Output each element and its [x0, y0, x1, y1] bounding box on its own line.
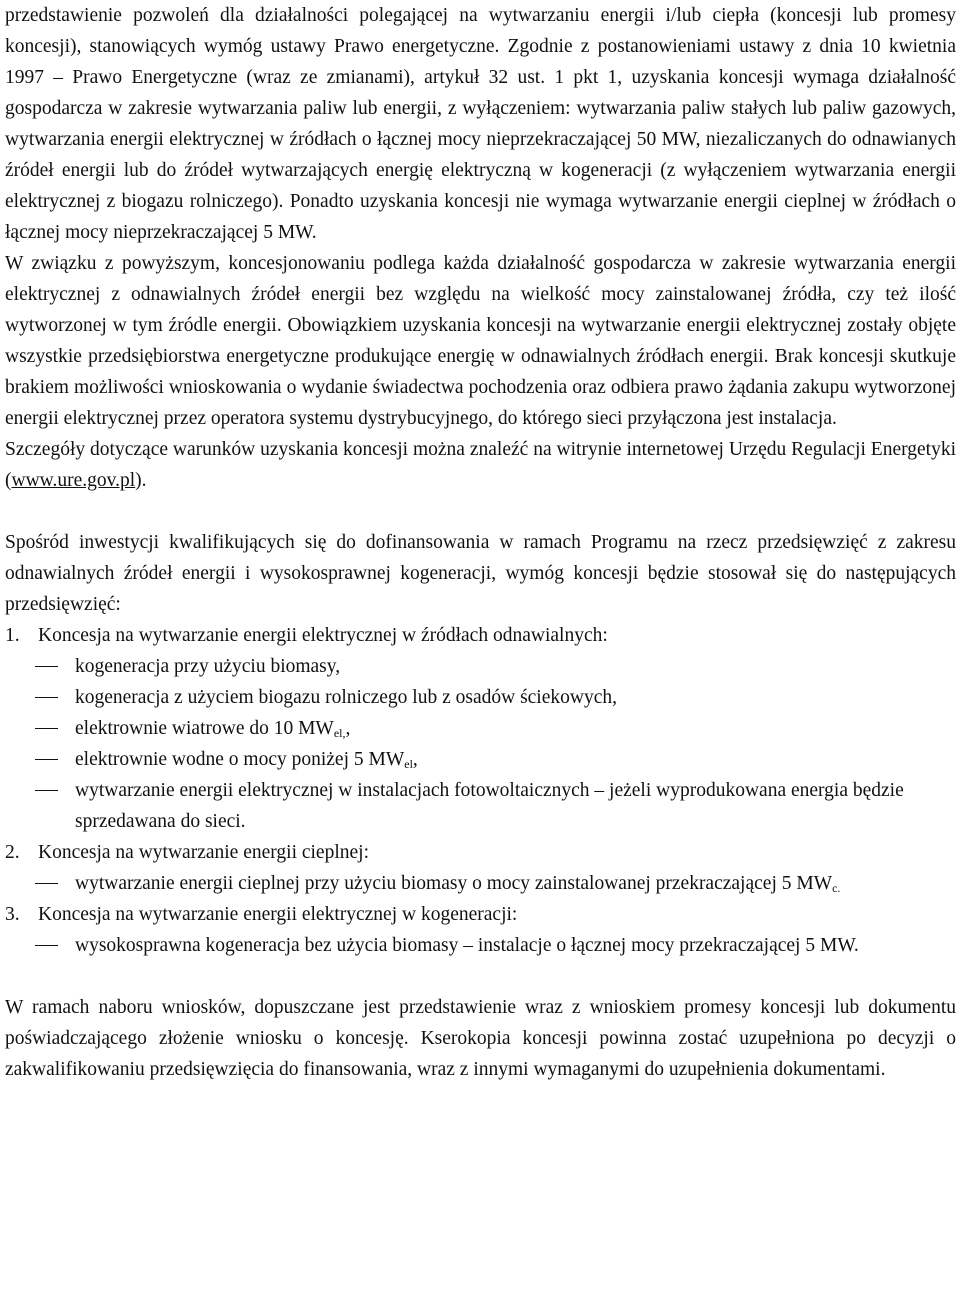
dash-bullet-icon: [35, 945, 58, 946]
list-number: 3.: [5, 904, 20, 925]
list-item-title: Koncesja na wytwarzanie energii elektrycznej w kogeneracji:: [38, 904, 518, 925]
list-item-2: [5, 837, 956, 868]
sublist-item: wytwarzanie energii cieplnej przy użyciu biomasy o mocy zainstalowanej przekraczającej 5 $MW_{c.}$: [75, 868, 956, 899]
dash-bullet-icon: [35, 790, 58, 791]
ure-text-before: Szczegóły dotyczące warunków uzyskania koncesji można znaleźć na witrynie internetowej Urzędu Regulacji Energetyki (: [5, 439, 956, 491]
dash-bullet-icon: [35, 666, 58, 667]
dash-bullet-icon: [35, 697, 58, 698]
sublist-2: [5, 868, 956, 899]
list-number: 2.: [5, 842, 20, 863]
ure-text-after: ).: [135, 470, 147, 491]
paragraph-application-documents: W ramach naboru wniosków, dopuszczane jest przedstawienie wraz z wnioskiem promesy koncesji lub dokumentu poświadczającego złożenie wniosku o koncesję. Kserokopia koncesji powinna zostać uzupełniona po decyzji o zakwalifikowaniu przedsięwzięcia do finansowania, wraz z innymi wymaganymi do uzupełnienia dokumentami.: [5, 997, 956, 1080]
list-item-3: [5, 899, 956, 930]
dash-bullet-icon: [35, 728, 58, 729]
sublist-item: elektrownie wodne o mocy poniżej 5 $MW_{el}$,: [75, 744, 956, 775]
dash-bullet-icon: [35, 883, 58, 884]
dash-bullet-icon: [35, 759, 58, 760]
sublist-1: [5, 651, 956, 837]
sublist-item: kogeneracja przy użyciu biomasy,: [75, 651, 956, 682]
list-number: 1.: [5, 625, 20, 646]
list-item-title: Koncesja na wytwarzanie energii cieplnej:: [38, 842, 369, 863]
paragraph-license-requirement: przedstawienie pozwoleń dla działalności polegającej na wytwarzaniu energii i/lub ciepła (koncesji lub promesy koncesji), stanowiących wymóg ustawy Prawo energetyczne. Zgodnie z postanowieniami ustawy z dnia 10 kwietnia 1997 – Prawo Energetyczne (wraz ze zmianami), artykuł 32 ust. 1 pkt 1, uzyskania koncesji wymaga działalność gospodarcza w zakresie wytwarzania paliw lub energii, z wyłączeniem: wytwarzania paliw stałych lub paliw gazowych, wytwarzania energii elektrycznej w źródłach o łącznej mocy nieprzekraczającej 50 MW, niezaliczanych do odnawianych źródeł energii lub do źródeł wytwarzających energię elektryczną w kogeneracji (z wyłączeniem wytwarzania energii elektrycznej z biogazu rolniczego). Ponadto uzyskania koncesji nie wymaga wytwarzanie energii cieplnej w źródłach o łącznej mocy nieprzekraczającej 5 MW.: [5, 5, 956, 243]
list-item-1: [5, 620, 956, 651]
sublist-item: kogeneracja z użyciem biogazu rolniczego lub z osadów ściekowych,: [75, 682, 956, 713]
ure-website-link[interactable]: www.ure.gov.pl: [11, 470, 136, 491]
sublist-item: elektrownie wiatrowe do 10 $MW_{el,}$,: [75, 713, 956, 744]
list-item-title: Koncesja na wytwarzanie energii elektrycznej w źródłach odnawialnych:: [38, 625, 608, 646]
sublist-item: wytwarzanie energii elektrycznej w instalacjach fotowoltaicznych – jeżeli wyprodukowana energia będzie sprzedawana do sieci.: [75, 775, 956, 837]
paragraph-ure-details: [5, 434, 956, 496]
sublist-3: [5, 930, 956, 961]
sublist-item: wysokosprawna kogeneracja bez użycia biomasy – instalacje o łącznej mocy przekraczającej 5 MW.: [75, 930, 956, 961]
paragraph-renewable-licensing: W związku z powyższym, koncesjonowaniu podlega każda działalność gospodarcza w zakresie wytwarzania energii elektrycznej z odnawialnych źródeł energii bez względu na wielkość mocy zainstalowanej źródła, czy też ilość wytworzonej w tym źródle energii. Obowiązkiem uzyskania koncesji na wytwarzanie energii elektrycznej zostały objęte wszystkie przedsiębiorstwa energetyczne produkujące energię w odnawialnych źródłach energii. Brak koncesji skutkuje brakiem możliwości wnioskowania o wydanie świadectwa pochodzenia oraz odbiera prawo żądania zakupu wytworzonej energii elektrycznej przez operatora systemu dystrybucyjnego, do którego sieci przyłączona jest instalacja.: [5, 253, 956, 429]
paragraph-program-intro: Spośród inwestycji kwalifikujących się do dofinansowania w ramach Programu na rzecz przedsięwzięć z zakresu odnawialnych źródeł energii i wysokosprawnej kogeneracji, wymóg koncesji będzie stosował się do następujących przedsięwzięć:: [5, 532, 956, 615]
